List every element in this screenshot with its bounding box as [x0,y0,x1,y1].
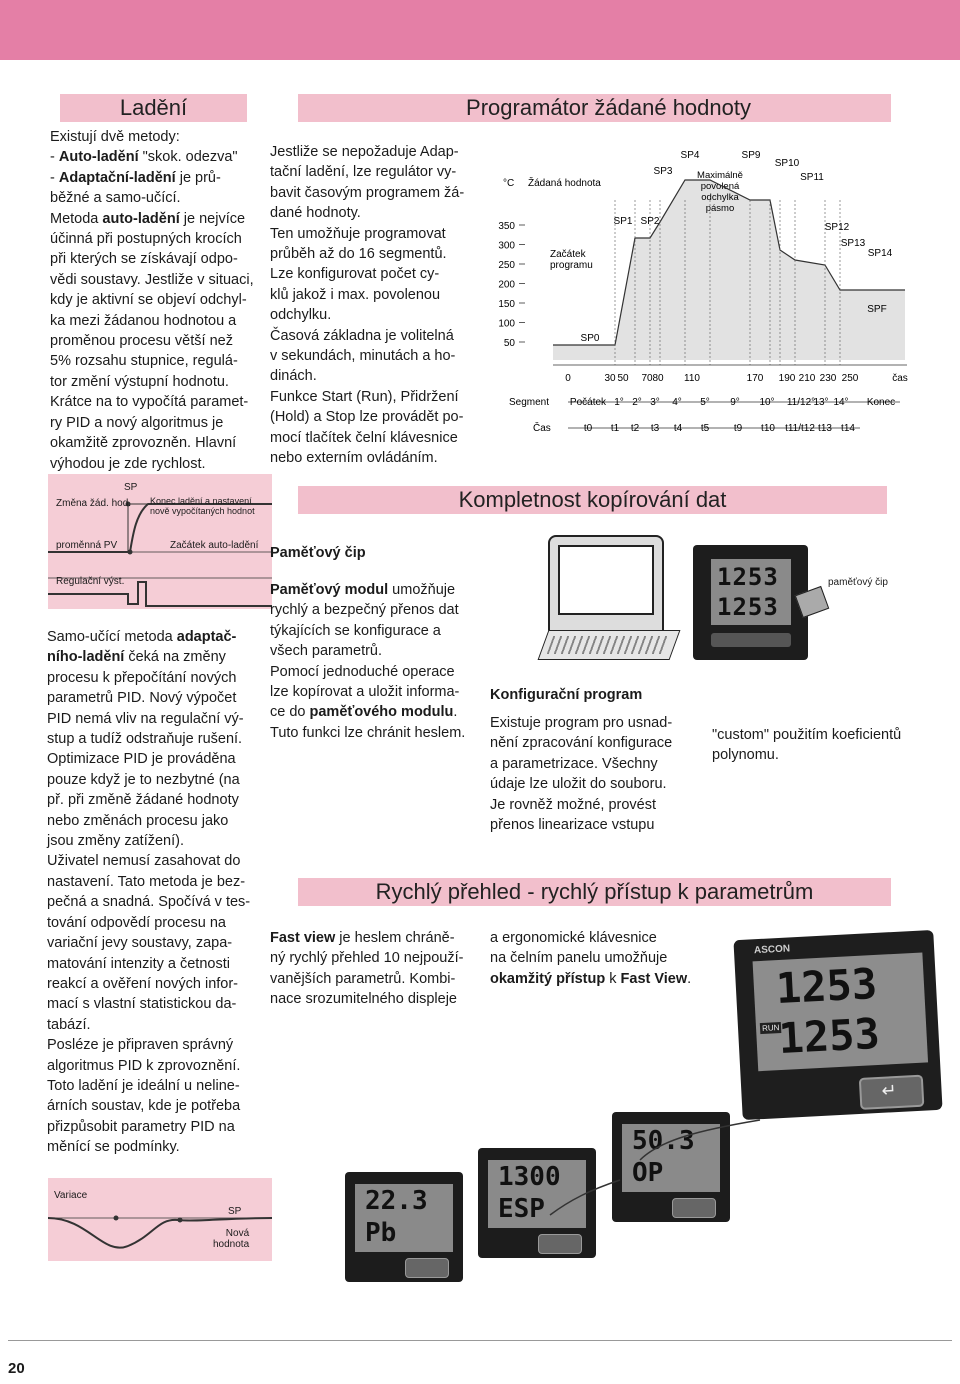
pamet-text [270,580,485,743]
time-label: t14 [841,423,855,434]
y-tick-label: 300 [498,240,515,252]
sp-label: SP9 [741,150,761,161]
b: ního-ladění [47,649,125,666]
memory-panel [488,535,891,680]
x-tick-label: 230 [819,373,837,384]
time-label: t0 [583,423,593,434]
tuning-regul-label: Regulační výst. [56,576,125,587]
y-tick-label: 350 [498,221,515,232]
d1-enter-button[interactable] [405,1258,449,1278]
time-label: t3 [650,423,660,434]
max-label: Maximálně [697,170,743,181]
fast-rest: ný rychlý přehled 10 nejpouží- vanějších parametrů. Kombi- nace srozumitelného displeje [270,950,464,1008]
pamet-end: Tuto funkci lze chránit heslem. [270,724,466,741]
enter-icon: ↵ [880,1080,898,1101]
ladeni-line-4: běžné a samo-učící. [50,190,181,207]
x-tick-label: 170 [746,373,764,384]
max-label: odchylka [701,192,739,203]
segment-label: 13° [813,397,829,408]
konf-text: Existuje program pro usnad- nění zpracování konfigurace a parametrizace. Všechny údaje lze uložit do souboru. Je rovněž možné, provést přenos linearizace vstupu [490,715,673,834]
ladeni-line-2 [50,147,270,167]
sp-label: SPF [867,304,887,315]
ladeni-text [50,127,270,474]
segment-label: Počátek [569,397,607,408]
adapt-paragraph-rest: procesu k přepočítání nových parametrů PID. Nový výpočet PID nemá vliv na regulační vý- stup a tudíž odstraňuje rušení. Optimizace PID je prováděna pouze když je to nezbytné (na př. při změně žádané hodnoty nebo změnách procesu jako jsou změny zatížení). Uživatel nemusí zasahovat do nastavení. Tato metoda je bez- pečná a snadná. Spočívá v tes- tování odpovědí procesu na variační jevy soustavy, zapa- matování intenzity a četnosti reakcí a ověření nových infor- mací s vlastní statistickou da- tabází. Posléze je připraven správný algoritmus PID k zprovoznění. Toto ladění je ideální u neline- árních soustav, kde je potřeba přizpůsobit parametry PID na měnící se podmínky. [47,669,251,1156]
ladeni-line-5 [50,209,270,229]
zacatek-label: Začátek [550,249,586,260]
x-tick-label: 250 [841,373,859,384]
sp-label: SP3 [653,166,673,177]
t: čeká na změny [124,649,226,666]
heading-programator [298,94,891,122]
t: je prů- [175,169,221,186]
b: Fast View [620,970,688,987]
d1-top: 22.3 [365,1186,428,1216]
controller-device [693,545,808,660]
dot [178,1218,183,1223]
d1-screen [355,1184,453,1252]
fastview-big-device [733,930,942,1120]
controller-display-bottom: 1253 [717,593,779,621]
pamet-line-2 [270,702,485,722]
b: Auto-ladění [58,149,139,166]
t: . [687,970,692,987]
segment-label: 10° [759,397,775,408]
segment-label: 5° [700,397,710,408]
segment-label: 3° [650,397,660,408]
t: ce do [270,704,310,721]
b: Adaptační-ladění [58,169,176,186]
x-tick-label: 30 [604,373,616,384]
d3-top: 50.3 [632,1126,695,1156]
tuning-zacatek-label: Začátek auto-ladění [170,540,259,551]
time-label: t9 [733,423,743,434]
page-number: 20 [8,1360,25,1377]
controller-buttons[interactable] [711,633,791,647]
segment-label: 14° [833,397,849,408]
adaptivni-text [47,627,267,1158]
heading-kompletnost: Kompletnost kopírování dat [298,486,887,514]
x-tick-label: 70 [641,373,653,384]
sp-label: SP1 [613,216,633,227]
time-label: t11/t12 [785,423,815,434]
arrow-1 [640,1120,760,1160]
segment-label: Konec [866,397,896,408]
t: je nejvíce [179,210,246,227]
ladeni-line-1: Existují dvě metody: [50,129,180,145]
sp-label: SP11 [800,172,824,183]
segment-label: 4° [672,397,682,408]
cas-row-label: Čas [533,423,551,434]
x-unit-label: čas [892,373,908,384]
memory-chip-label: paměťový čip [828,577,888,588]
segment-label: 2° [632,397,642,408]
time-label: t1 [610,423,620,434]
dot [128,550,133,555]
konf-title: Konfigurační program [490,687,643,703]
t: je heslem chráně- [335,930,455,946]
tuning-konec-label: Konec ladění a nastavení nově vypočítaných hodnot [150,496,255,516]
x-tick-label: 110 [684,373,700,384]
tuning-sp-label: SP [124,482,138,493]
max-label: povolená [700,181,740,192]
fast2-b: na čelním panelu umožňuje [490,950,668,967]
x-tick-label: 80 [652,373,664,384]
b: Paměťový modul [270,582,389,598]
segment-label: 9° [730,397,740,408]
program-chart [495,140,935,440]
sp-label: SP4 [680,150,700,161]
fastview-text [270,928,485,1010]
arrow-2 [550,1180,620,1215]
programator-text: Jestliže se nepožaduje Adap- tační ladění, lze regulátor vy- bavit časovým programem žá- dané hodnoty. Ten umožňuje programovat průběh až do 16 segmentů. Lze konfigurovat počet cy- klů jakož i max. povolenou odchylku. Časová základna je volitelná v sekundách, minutách a ho- dinách. Funkce Start (Run), Přidržení (Hold) a Stop lze provádět po- mocí tlačítek čelní klávesnice nebo externím ovládáním. [270,144,465,467]
pamet-title: Paměťový čip [270,545,366,561]
pamet-mid: rychlý a bezpečný přenos dat týkajících se konfigurace a všech parametrů. Pomocí jednoduché operace lze kopírovat a uložit informa- [270,602,460,701]
t: - [50,169,59,186]
adapt-line-1 [47,627,267,647]
pamet-line-1 [270,580,485,600]
b: auto-ladění [102,210,180,227]
big-run-badge: RUN [760,1022,782,1034]
d1-bottom: Pb [365,1218,397,1248]
ladeni-paragraph-rest: účinná při postupných krocích při kterých se získávají odpo- vědi soustavy. Jestliže v situaci, kdy je aktivní se objeví odchyl- ka mezi žádanou hodnotou a proměnou procesu větší než 5% rozsahu stupnice, regulá- tor změní výstupní hodnotu. Krátce na to vypočítá paramet- ry PID a nový algoritmus je okamžitě zprovozněn. Hlavní výhodou je zde rychlost. [50,231,254,472]
controller-display-top: 1253 [717,563,779,591]
fast2-a: a ergonomické klávesnice [490,930,657,946]
time-label: t4 [673,423,683,434]
t: k [605,970,621,987]
sp-label: SP12 [824,222,850,233]
time-label: t2 [630,423,640,434]
custom-text: "custom" použitím koeficientů polynomu. [712,727,902,764]
fastview-device-1 [345,1172,463,1282]
footer-rule [8,1340,952,1341]
y-tick-label: 250 [498,260,515,271]
big-display-bottom: 1253 [777,1008,881,1064]
segment-label: 11/12° [786,397,816,408]
d3-bottom: OP [632,1158,664,1188]
variace-diagram [48,1178,272,1261]
b: adaptač- [176,629,237,645]
x-tick-label: 190 [778,373,796,384]
t: . [453,704,458,721]
controller-screen [711,559,791,625]
zadana-label: Žádaná hodnota [528,178,601,189]
b: paměťového modulu [309,704,454,721]
monitor-screen [558,545,654,615]
t: Samo-učící metoda [47,629,177,645]
top-color-band [0,0,960,60]
time-label: t5 [700,423,710,434]
y-tick-label: 150 [498,299,515,310]
y-tick-label: 100 [498,318,515,330]
x-tick-label: 0 [565,373,571,384]
heading-ladeni: Ladění [60,94,247,122]
t: "skok. odezva" [138,149,238,166]
keyboard [538,630,681,660]
dot [114,1216,119,1221]
keyboard-keys [547,636,672,654]
big-brand: ASCON [753,943,791,957]
b: okamžitý přístup [490,970,606,987]
tuning-pv-label: proměnná PV [56,540,118,551]
zacatek-label: programu [550,260,593,271]
d2-bottom: ESP [498,1194,545,1224]
big-display-top: 1253 [774,958,879,1014]
program-chart-svg [495,140,935,440]
ladeni-line-3 [50,168,270,188]
b: Fast view [270,930,336,946]
t: umožňuje [388,582,456,598]
tuning-diagram [48,474,272,609]
y-tick-label: 200 [498,279,515,291]
fast2-c [490,969,730,989]
adapt-line-2 [47,647,267,667]
variace-label: Variace [54,1190,88,1201]
fastview-arrows [450,1100,870,1250]
sp-label: SP0 [580,333,600,344]
unit-label: °C [503,178,515,189]
fast-line-1 [270,928,485,948]
sp-label: SP13 [840,238,866,249]
heading-rychly: Rychlý přehled - rychlý přístup k parametrům [298,878,891,906]
t: - [50,149,59,166]
fastview-text-2 [490,928,730,989]
big-screen [753,952,929,1071]
x-tick-label: 50 [617,373,629,384]
variace-nova-label: Nová hodnota [213,1228,250,1250]
d2-top: 1300 [498,1162,561,1192]
sp-label: SP14 [867,248,893,259]
t: Metoda [50,210,103,227]
time-label: t10 [761,423,775,434]
max-label: pásmo [705,203,735,214]
sp-label: SP10 [774,158,800,169]
heading-programator-text: Programátor žádané hodnoty [466,95,751,120]
tuning-zmena-label: Změna žád. hod. [56,498,132,509]
segment-label: 1° [614,397,624,408]
x-tick-label: 210 [798,373,816,384]
sp-label: SP2 [640,216,660,227]
computer-monitor [548,535,664,639]
segment-row-label: Segment [509,397,550,408]
variace-sp-label: SP [228,1206,242,1217]
time-label: t13 [818,423,832,434]
y-tick-label: 50 [503,338,515,349]
